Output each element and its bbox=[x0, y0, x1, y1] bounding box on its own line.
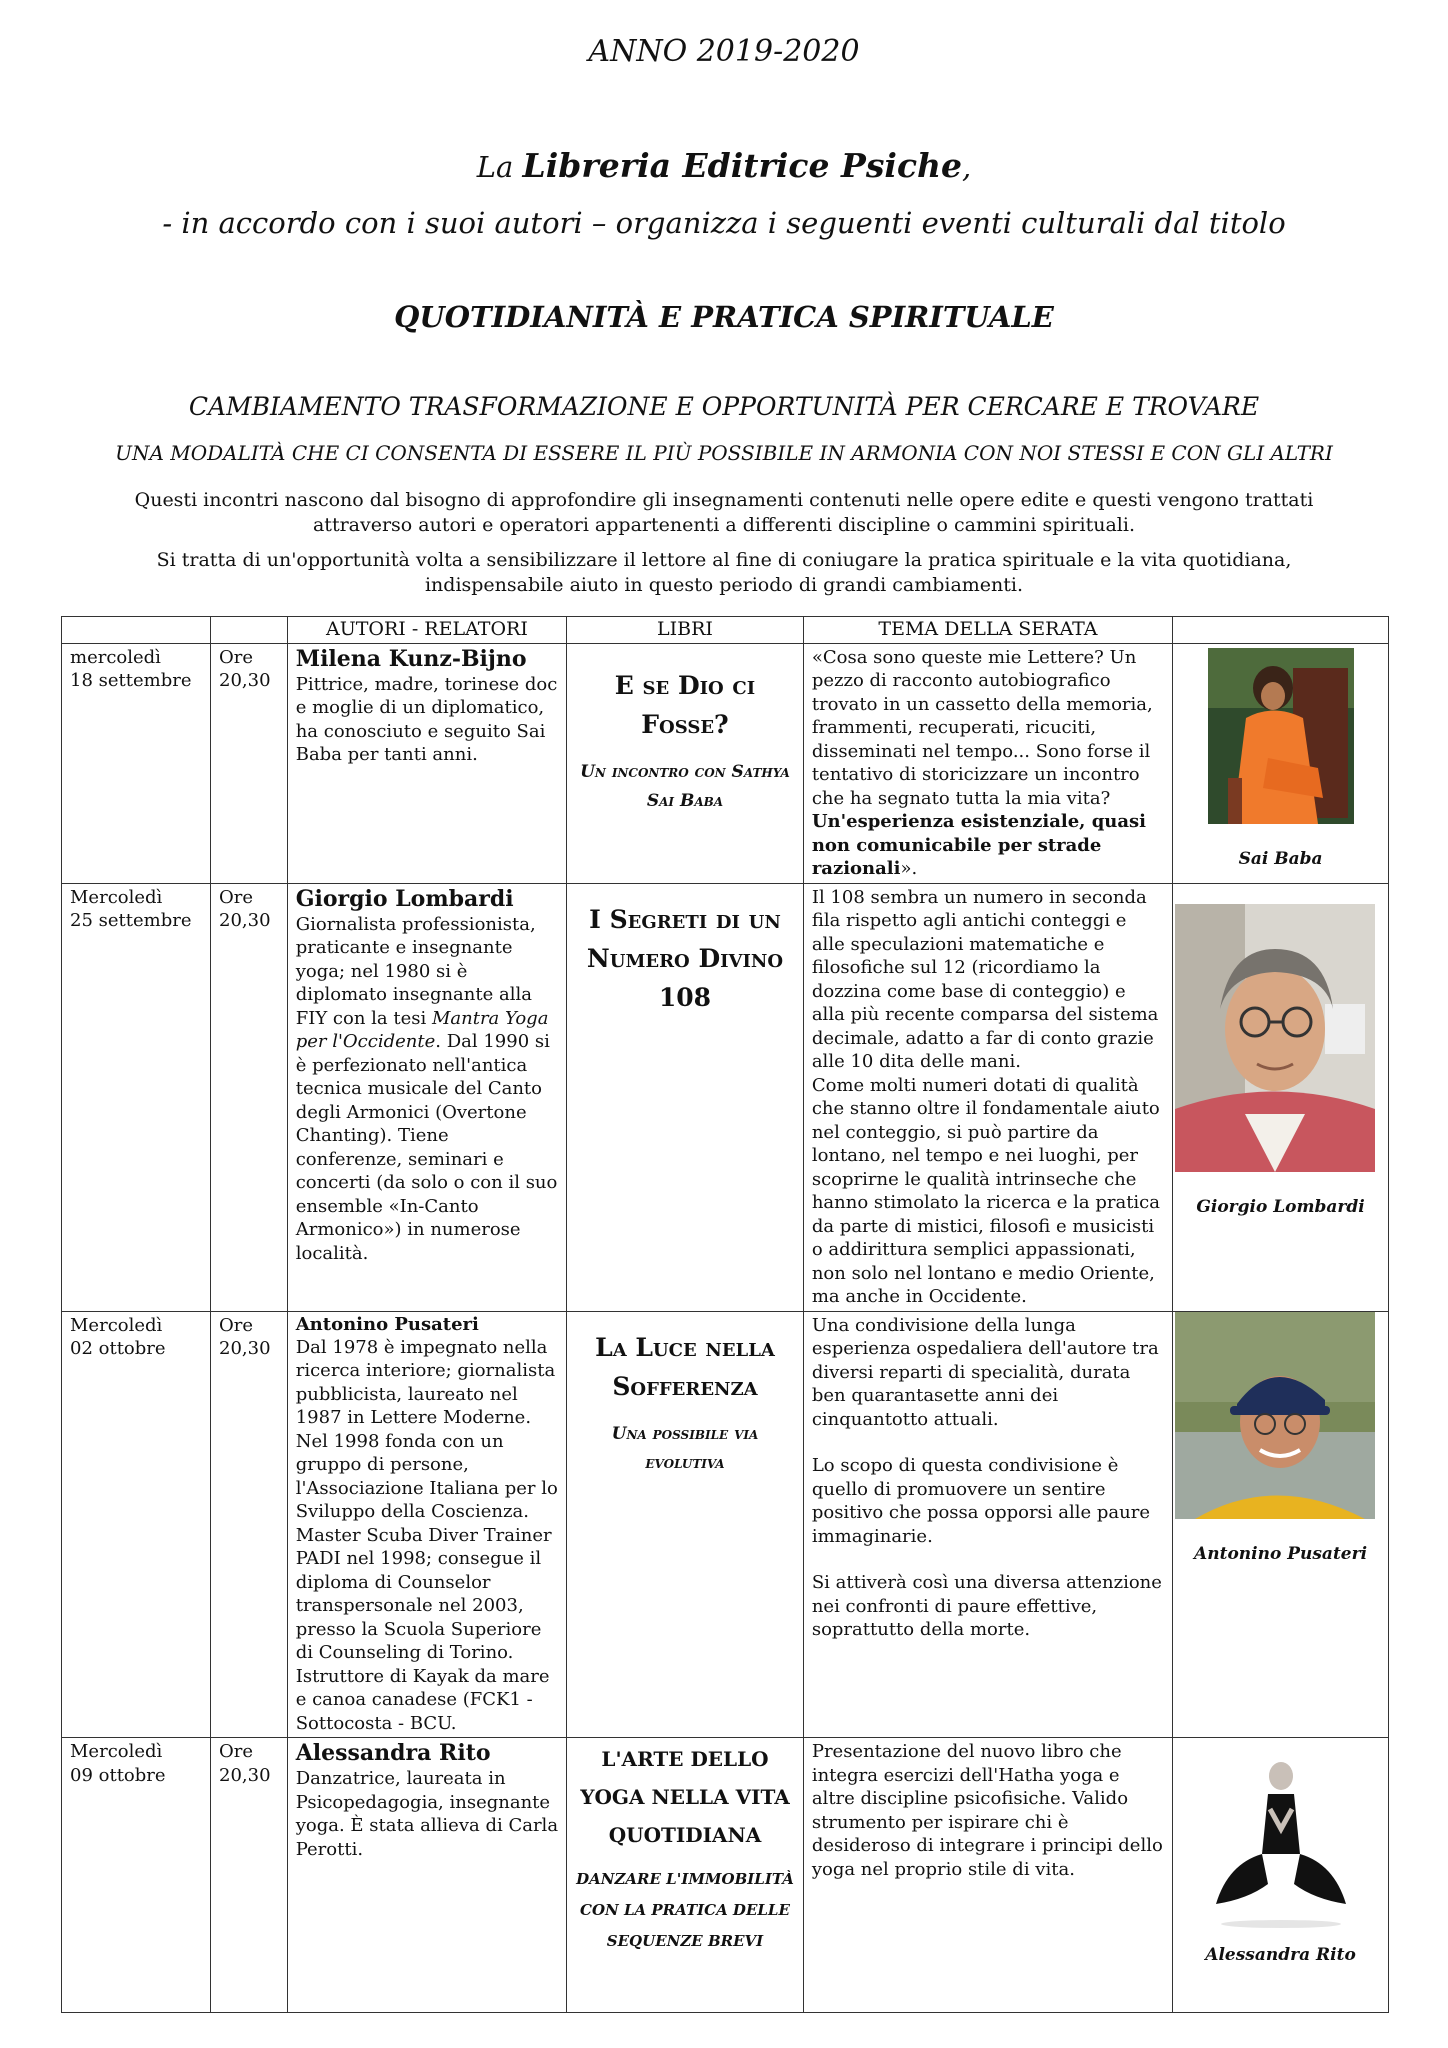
book-title: I Segreti di un Numero Divino 108 bbox=[586, 904, 784, 1012]
event-time-cell bbox=[211, 1311, 288, 1738]
sai-baba-photo bbox=[1208, 648, 1354, 824]
theme-end: ». bbox=[900, 858, 918, 879]
photo-caption: Giorgio Lombardi bbox=[1196, 1196, 1365, 1217]
author-name: Antonino Pusateri bbox=[295, 1313, 479, 1335]
book-subtitle: Una possibile via evolutiva bbox=[611, 1423, 759, 1473]
event-date: 25 settembre bbox=[70, 910, 192, 931]
time-label: Ore bbox=[219, 1314, 254, 1336]
event-time: 20,30 bbox=[219, 1764, 271, 1786]
event-time-cell bbox=[211, 643, 288, 883]
author-cell bbox=[287, 643, 566, 883]
book-cell bbox=[567, 1738, 804, 2013]
theme-paragraph: Si attiverà così una diversa attenzione nei confronti di paure effettive, soprattutto della morte. bbox=[811, 1572, 1162, 1640]
header-books: LIBRI bbox=[567, 617, 804, 644]
theme-text: «Cosa sono queste mie Lettere? Un pezzo di racconto autobiografico trovato in un cassetto della memoria, frammenti, recuperati, ricuciti, disseminati nel tempo... Sono forse il tentativo di storicizzare un incontro che ha segnato tutta la mia vita? bbox=[811, 646, 1153, 809]
subtitle-2: UNA MODALITÀ CHE CI CONSENTA DI ESSERE IL PIÙ POSSIBILE IN ARMONIA CON NOI STESSI E CON GLI ALTRI bbox=[115, 441, 1333, 465]
intro-line-1 bbox=[0, 146, 1448, 185]
header-theme: TEMA DELLA SERATA bbox=[803, 617, 1172, 644]
header-time bbox=[211, 617, 288, 644]
author-name: Alessandra Rito bbox=[295, 1740, 491, 1766]
event-date-cell bbox=[62, 883, 211, 1311]
event-date-cell bbox=[62, 643, 211, 883]
event-date-cell bbox=[62, 1311, 211, 1738]
author-bio-part-1: Giornalista professionista, praticante e insegnante yoga; nel 1980 si è diplomato insegnante alla FIY con la tesi bbox=[295, 913, 536, 1029]
giorgio-lombardi-photo bbox=[1175, 904, 1375, 1172]
year-heading: ANNO 2019-2020 bbox=[588, 34, 860, 69]
events-table bbox=[61, 616, 1389, 2013]
author-bio: Danzatrice, laureata in Psicopedagogia, insegnante yoga. È stata allieva di Carla Perotti. bbox=[295, 1768, 559, 1860]
author-cell bbox=[287, 883, 566, 1311]
event-date-cell bbox=[62, 1738, 211, 2013]
theme-text: Presentazione del nuovo libro che integra esercizi dell'Hatha yoga e altre discipline psicofisiche. Valido strumento per ispirare chi è desideroso di integrare i principi dello yoga nel proprio stile di vita. bbox=[811, 1741, 1163, 1880]
header-photo bbox=[1173, 617, 1389, 644]
photo-caption: Alessandra Rito bbox=[1205, 1945, 1356, 1965]
photo-cell bbox=[1173, 883, 1389, 1311]
intro-line-2: - in accordo con i suoi autori – organizza i seguenti eventi culturali dal titolo bbox=[162, 206, 1286, 240]
event-row bbox=[62, 1738, 1389, 2013]
photo-caption: Sai Baba bbox=[1238, 848, 1323, 869]
event-row bbox=[62, 643, 1389, 883]
event-time: 20,30 bbox=[219, 670, 271, 691]
book-title: L'ARTE DELLO YOGA NELLA VITA QUOTIDIANA bbox=[580, 1747, 790, 1847]
theme-paragraph: Una condivisione della lunga esperienza ospedaliera dell'autore tra diversi reparti di specialità, durata ben quarantasette anni dei cinquantotto attuali. bbox=[811, 1314, 1159, 1430]
header-authors: AUTORI - RELATORI bbox=[287, 617, 566, 644]
book-cell bbox=[567, 1311, 804, 1738]
time-label: Ore bbox=[219, 886, 254, 908]
subtitle-1: CAMBIAMENTO TRASFORMAZIONE E OPPORTUNITÀ PER CERCARE E TROVARE bbox=[188, 392, 1260, 421]
photo-caption: Antonino Pusateri bbox=[1194, 1543, 1368, 1564]
book-subtitle: DANZARE L'IMMOBILITÀ CON LA PRATICA DELLE SEQUENZE BREVI bbox=[576, 1870, 794, 1950]
intro-suffix: , bbox=[962, 150, 972, 184]
theme-bold-text: Un'esperienza esistenziale, quasi non comunicabile per strade razionali bbox=[811, 811, 1147, 879]
time-label: Ore bbox=[219, 646, 254, 668]
table-header-row bbox=[62, 617, 1389, 644]
theme-cell bbox=[803, 1738, 1172, 2013]
event-row bbox=[62, 1311, 1389, 1738]
time-label: Ore bbox=[219, 1741, 254, 1762]
alessandra-rito-photo bbox=[1208, 1754, 1354, 1932]
intro-prefix: La bbox=[476, 150, 523, 184]
theme-paragraph: Lo scopo di questa condivisione è quello di promuovere un sentire positivo che possa opporsi alle paure immaginarie. bbox=[811, 1455, 1150, 1547]
intro-paragraph-2: Si tratta di un'opportunità volta a sensibilizzare il lettore al fine di coniugare la pratica spirituale e la vita quotidiana, indispensabile aiuto in questo periodo di grandi cambiamenti. bbox=[156, 549, 1292, 596]
theme-cell bbox=[803, 643, 1172, 883]
book-cell bbox=[567, 883, 804, 1311]
book-subtitle: Un incontro con Sathya Sai Baba bbox=[580, 761, 790, 811]
author-cell bbox=[287, 1738, 566, 2013]
publisher-name: Libreria Editrice Psiche bbox=[522, 146, 963, 185]
event-row bbox=[62, 883, 1389, 1311]
event-time-cell bbox=[211, 883, 288, 1311]
theme-paragraph: Come molti numeri dotati di qualità che stanno oltre il fondamentale aiuto nel conteggio, si può partire da lontano, nel tempo e nei luoghi, per scoprirne le qualità intrinseche che hanno stimolato la ricerca e la pratica da parte di mistici, filosofi e musicisti o addirittura semplici appassionati, non solo nel lontano e medio Oriente, ma anche in Occidente. bbox=[811, 1074, 1160, 1307]
book-cell bbox=[567, 643, 804, 883]
event-date: 02 ottobre bbox=[70, 1338, 166, 1359]
author-bio: Dal 1978 è impegnato nella ricerca interiore; giornalista pubblicista, laureato nel 1987 in Lettere Moderne. Nel 1998 fonda con un gruppo di persone, l'Associazione Italiana per lo Sviluppo della Coscienza. Master Scuba Diver Trainer PADI nel 1998; consegue il diploma di Counselor transpersonale nel 2003, presso la Scuola Superiore di Counseling di Torino. Istruttore di Kayak da mare e canoa canadese (FCK1 - Sottocosta - BCU. bbox=[295, 1336, 558, 1734]
event-time: 20,30 bbox=[219, 1338, 271, 1359]
author-bio-thesis: Mantra Yoga per l'Occidente bbox=[295, 1007, 549, 1052]
antonino-pusateri-photo bbox=[1175, 1312, 1375, 1519]
author-cell bbox=[287, 1311, 566, 1738]
intro-paragraph-1: Questi incontri nascono dal bisogno di approfondire gli insegnamenti contenuti nelle opere edite e questi vengono trattati attraverso autori e operatori appartenenti a differenti discipline o cammini spirituali. bbox=[134, 489, 1314, 536]
theme-cell bbox=[803, 1311, 1172, 1738]
author-name: Milena Kunz-Bijno bbox=[295, 645, 527, 672]
theme-cell bbox=[803, 883, 1172, 1311]
event-day: Mercoledì bbox=[70, 886, 163, 908]
event-date: 09 ottobre bbox=[70, 1764, 166, 1786]
photo-cell bbox=[1173, 643, 1389, 883]
event-time-cell bbox=[211, 1738, 288, 2013]
book-title: La Luce nella Sofferenza bbox=[595, 1332, 775, 1401]
author-bio: Pittrice, madre, torinese doc e moglie di un diplomatico, ha conosciuto e seguito Sai Baba per tanti anni. bbox=[295, 673, 558, 765]
author-bio-part-2: . Dal 1990 si è perfezionato nell'antica tecnica musicale del Canto degli Armonici (Overtone Chanting). Tiene conferenze, seminari e concerti (da solo o con il suo ensemble «In-Canto Armonico») in numerose località. bbox=[295, 1031, 558, 1264]
theme-paragraph: Il 108 sembra un numero in seconda fila rispetto agli antichi conteggi e alle speculazioni matematiche e filosofiche sul 12 (ricordiamo la dozzina come base di conteggio) e alla più recente comparsa del sistema decimale, adatto a far di conto grazie alle 10 dita delle mani. bbox=[811, 886, 1159, 1072]
book-title: E se Dio ci Fosse? bbox=[614, 670, 756, 739]
event-day: Mercoledì bbox=[70, 1741, 163, 1762]
event-day: Mercoledì bbox=[70, 1314, 163, 1336]
photo-cell bbox=[1173, 1311, 1389, 1738]
event-time: 20,30 bbox=[219, 910, 271, 931]
event-date: 18 settembre bbox=[70, 670, 192, 691]
event-day: mercoledì bbox=[70, 646, 161, 668]
header-day bbox=[62, 617, 211, 644]
author-bio bbox=[296, 913, 558, 1266]
event-series-title: QUOTIDIANITÀ E PRATICA SPIRITUALE bbox=[394, 300, 1054, 334]
photo-cell bbox=[1173, 1738, 1389, 2013]
author-name: Giorgio Lombardi bbox=[295, 885, 514, 912]
